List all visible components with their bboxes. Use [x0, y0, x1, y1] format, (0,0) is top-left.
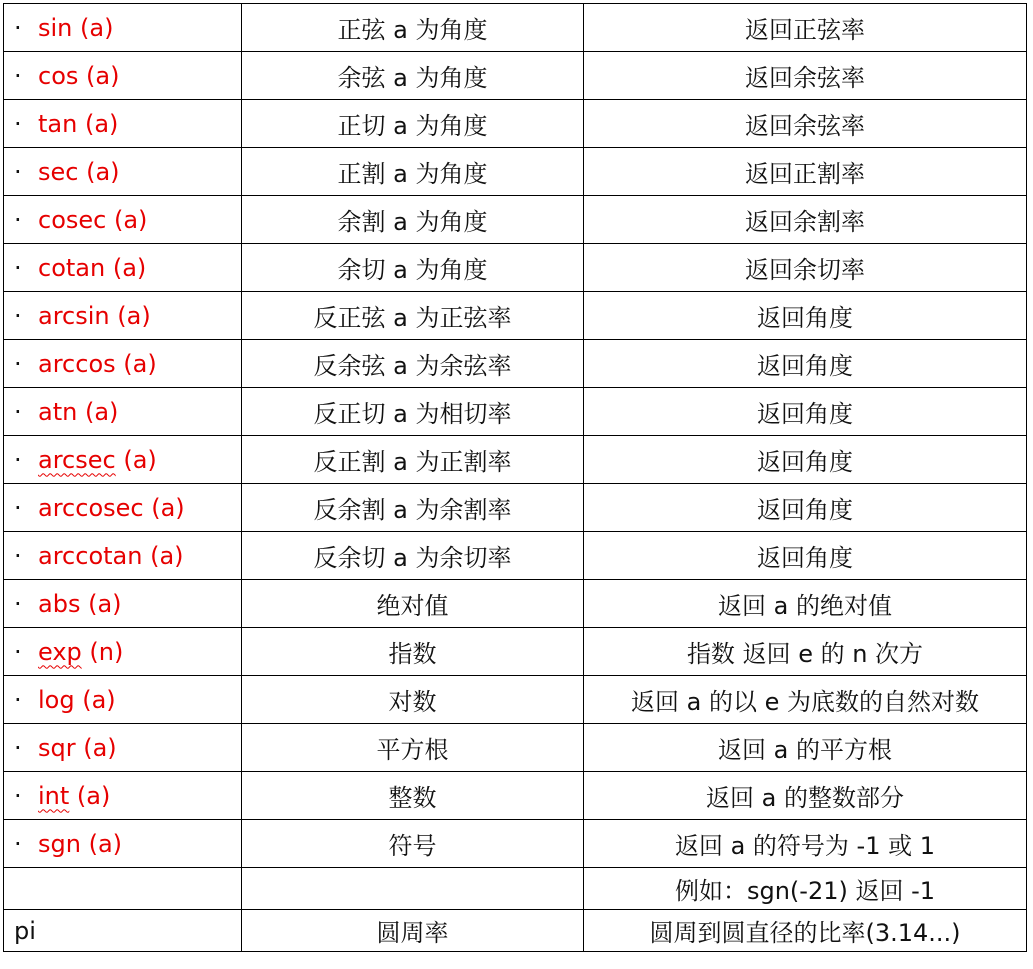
return-cell: 指数 返回 e 的 n 次方 [584, 628, 1027, 676]
return-cell: 返回余切率 [584, 244, 1027, 292]
bullet-mark: · [14, 253, 22, 282]
function-cell [4, 292, 242, 340]
table-row [4, 724, 1027, 772]
function-cell [4, 868, 242, 910]
return-cell: 返回角度 [584, 532, 1027, 580]
return-cell: 返回 a 的平方根 [584, 724, 1027, 772]
description-cell: 余割 a 为角度 [242, 196, 584, 244]
bullet-mark: · [14, 589, 22, 618]
table-row [4, 4, 1027, 52]
return-cell: 返回余弦率 [584, 100, 1027, 148]
description-cell: 反正弦 a 为正弦率 [242, 292, 584, 340]
function-cell [4, 628, 242, 676]
function-name: arcsin (a) [38, 301, 151, 330]
description-cell: 反余弦 a 为余弦率 [242, 340, 584, 388]
description-cell: 圆周率 [242, 910, 584, 952]
description-cell: 整数 [242, 772, 584, 820]
bullet-mark: · [14, 205, 22, 234]
return-cell: 返回 a 的以 e 为底数的自然对数 [584, 676, 1027, 724]
bullet-mark: · [14, 733, 22, 762]
table-row [4, 580, 1027, 628]
spellcheck-word: int [38, 781, 70, 810]
table-row [4, 910, 1027, 952]
bullet-mark: · [14, 397, 22, 426]
return-cell: 圆周到圆直径的比率(3.14...) [584, 910, 1027, 952]
function-cell [4, 388, 242, 436]
table-row [4, 292, 1027, 340]
function-cell [4, 196, 242, 244]
spellcheck-word: exp [38, 637, 82, 666]
function-cell [4, 148, 242, 196]
function-cell [4, 580, 242, 628]
bullet-mark: · [14, 445, 22, 474]
function-name: sqr (a) [38, 733, 117, 762]
function-name: sgn (a) [38, 829, 123, 858]
return-cell: 返回余割率 [584, 196, 1027, 244]
function-name: sin (a) [38, 13, 114, 42]
table-row [4, 484, 1027, 532]
bullet-mark: · [14, 829, 22, 858]
function-cell [4, 724, 242, 772]
function-cell [4, 52, 242, 100]
description-cell: 反正切 a 为相切率 [242, 388, 584, 436]
return-cell: 返回角度 [584, 484, 1027, 532]
return-cell: 返回正割率 [584, 148, 1027, 196]
math-functions-table [3, 3, 1027, 952]
table-row [4, 148, 1027, 196]
bullet-mark: · [14, 781, 22, 810]
constant-name: pi [14, 916, 36, 945]
description-cell: 正割 a 为角度 [242, 148, 584, 196]
function-name [38, 638, 123, 666]
table-row [4, 244, 1027, 292]
description-cell: 反余割 a 为余割率 [242, 484, 584, 532]
table-row [4, 196, 1027, 244]
table-row [4, 820, 1027, 868]
bullet-mark: · [14, 637, 22, 666]
function-cell [4, 100, 242, 148]
function-name: tan (a) [38, 109, 119, 138]
function-name: arccos (a) [38, 349, 157, 378]
bullet-mark: · [14, 685, 22, 714]
function-name: atn (a) [38, 397, 119, 426]
function-name: arccosec (a) [38, 493, 185, 522]
function-name: abs (a) [38, 589, 122, 618]
return-cell: 返回角度 [584, 292, 1027, 340]
description-cell: 符号 [242, 820, 584, 868]
function-name: cosec (a) [38, 205, 148, 234]
spellcheck-word: arcsec [38, 445, 116, 474]
function-cell [4, 484, 242, 532]
return-cell: 返回角度 [584, 388, 1027, 436]
bullet-mark: · [14, 61, 22, 90]
function-name: cos (a) [38, 61, 120, 90]
description-cell: 反正割 a 为正割率 [242, 436, 584, 484]
function-args: (a) [115, 445, 157, 474]
function-args: (n) [81, 637, 124, 666]
bullet-mark: · [14, 109, 22, 138]
description-cell: 绝对值 [242, 580, 584, 628]
table-row [4, 868, 1027, 910]
function-cell [4, 820, 242, 868]
return-cell: 例如：sgn(-21) 返回 -1 [584, 868, 1027, 910]
table-row [4, 388, 1027, 436]
return-cell: 返回角度 [584, 340, 1027, 388]
table-row [4, 628, 1027, 676]
description-cell: 余切 a 为角度 [242, 244, 584, 292]
description-cell [242, 868, 584, 910]
description-cell: 反余切 a 为余切率 [242, 532, 584, 580]
function-name: arccotan (a) [38, 541, 184, 570]
table-row [4, 100, 1027, 148]
function-cell [4, 340, 242, 388]
bullet-mark: · [14, 301, 22, 330]
return-cell: 返回 a 的绝对值 [584, 580, 1027, 628]
function-cell [4, 244, 242, 292]
function-name: cotan (a) [38, 253, 147, 282]
function-name [38, 782, 110, 810]
bullet-mark: · [14, 349, 22, 378]
function-name [38, 446, 157, 474]
function-cell [4, 676, 242, 724]
bullet-mark: · [14, 13, 22, 42]
return-cell: 返回 a 的整数部分 [584, 772, 1027, 820]
function-name: log (a) [38, 685, 116, 714]
function-cell [4, 436, 242, 484]
function-cell [4, 910, 242, 952]
table-row [4, 532, 1027, 580]
description-cell: 正弦 a 为角度 [242, 4, 584, 52]
description-cell: 正切 a 为角度 [242, 100, 584, 148]
table-row [4, 52, 1027, 100]
description-cell: 对数 [242, 676, 584, 724]
table-row [4, 436, 1027, 484]
table-row [4, 676, 1027, 724]
description-cell: 指数 [242, 628, 584, 676]
function-name: sec (a) [38, 157, 120, 186]
function-cell [4, 4, 242, 52]
return-cell: 返回正弦率 [584, 4, 1027, 52]
return-cell: 返回角度 [584, 436, 1027, 484]
description-cell: 平方根 [242, 724, 584, 772]
table-row [4, 340, 1027, 388]
return-cell: 返回余弦率 [584, 52, 1027, 100]
return-cell: 返回 a 的符号为 -1 或 1 [584, 820, 1027, 868]
bullet-mark: · [14, 157, 22, 186]
bullet-mark: · [14, 541, 22, 570]
function-args: (a) [69, 781, 111, 810]
function-cell [4, 532, 242, 580]
bullet-mark: · [14, 493, 22, 522]
function-cell [4, 772, 242, 820]
description-cell: 余弦 a 为角度 [242, 52, 584, 100]
table-row [4, 772, 1027, 820]
